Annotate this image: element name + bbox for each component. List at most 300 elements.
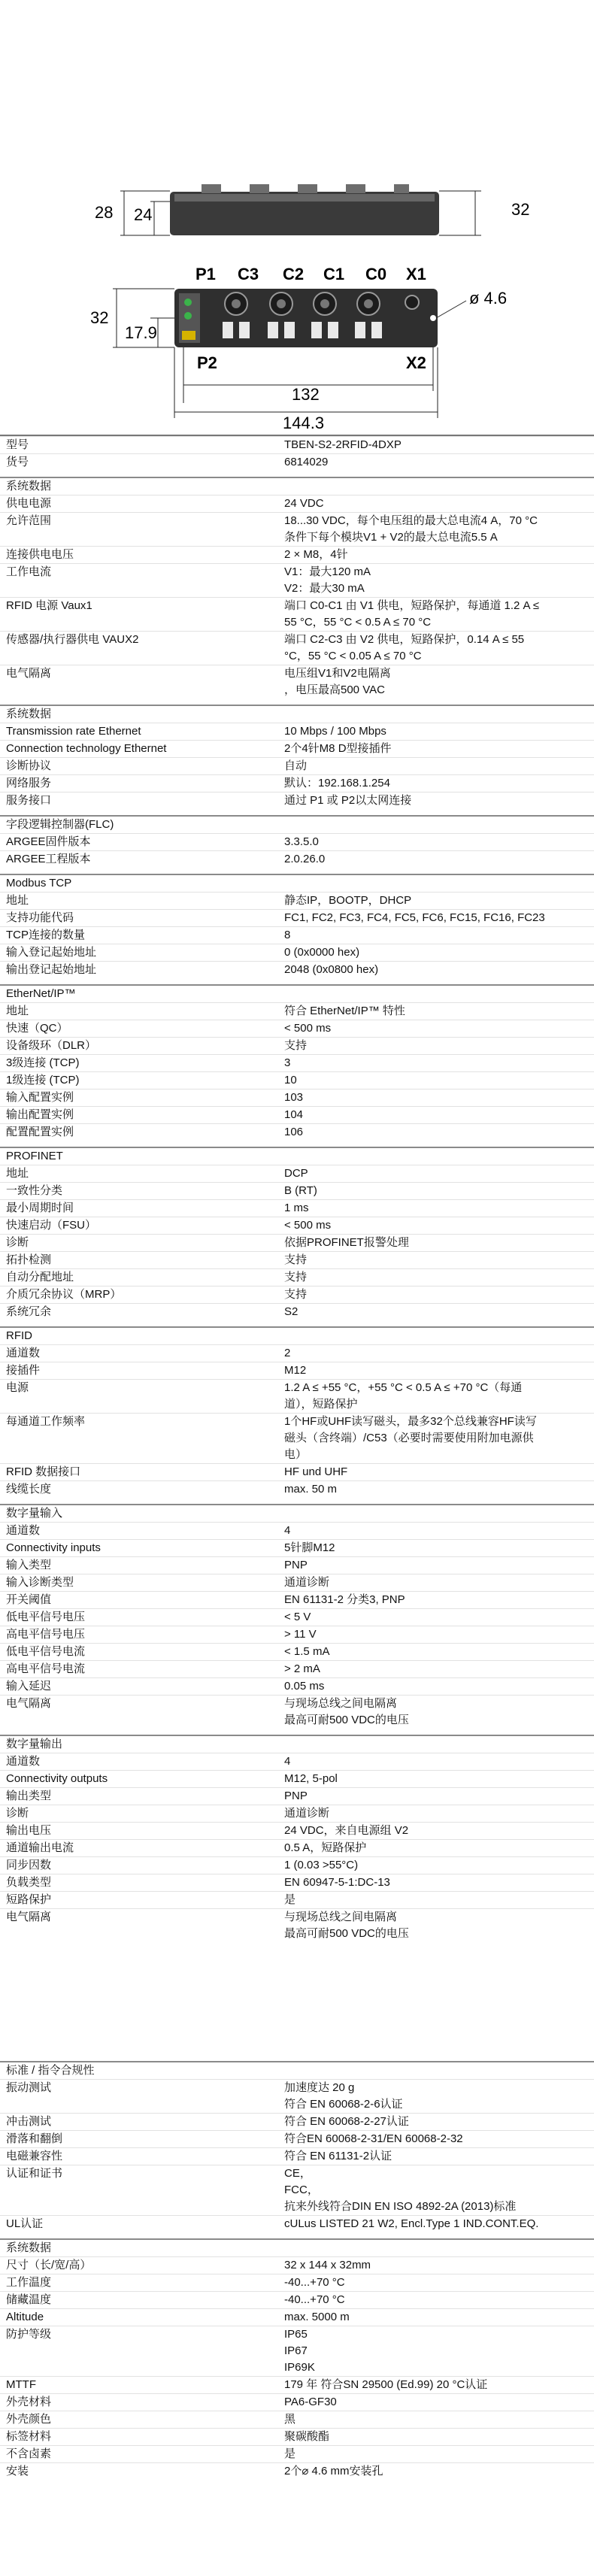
spec-row: [0, 2274, 594, 2291]
spec-value: [284, 1753, 594, 1770]
spec-value: [284, 1055, 594, 1071]
spec-row: [0, 892, 594, 909]
spec-value: [284, 1696, 594, 1729]
spec-value-line: HF und UHF: [284, 1465, 348, 1478]
spec-value: [284, 1362, 594, 1379]
blank-gap: [0, 1942, 594, 2055]
spec-value: [284, 1183, 594, 1199]
spec-value-line: 支持: [284, 1039, 308, 1052]
spec-row: [0, 1234, 594, 1251]
spec-value-line: IP67: [284, 2344, 308, 2357]
spec-value-line: 符合EN 60068-2-31/EN 60068-2-32: [284, 2132, 463, 2145]
spec-row: [0, 1251, 594, 1268]
spec-label: 输入类型: [6, 1559, 52, 1571]
spec-value-line: 1.2 A ≤ +55 °C，+55 °C < 0.5 A ≤ +70 °C（每通: [284, 1381, 523, 1394]
spec-label: 滑落和翻倒: [6, 2132, 63, 2145]
spec-value: [284, 2377, 594, 2393]
port-label-c1: C1: [323, 265, 345, 283]
spec-label: 输入登记起始地址: [6, 946, 97, 959]
spec-value: [284, 2114, 594, 2130]
spec-value: [284, 1464, 594, 1480]
spec-label: RFID 数据接口: [6, 1465, 81, 1478]
section-title: RFID: [6, 1329, 32, 1342]
spec-value-line: 104: [284, 1108, 304, 1121]
spec-row: [0, 453, 594, 471]
spec-row: [0, 1805, 594, 1822]
spec-value-line: EN 60947-5-1:DC-13: [284, 1876, 390, 1889]
spec-value-line: FCC，: [284, 2184, 319, 2196]
spec-value: [284, 2216, 594, 2232]
spec-value-line: 103: [284, 1091, 304, 1104]
spec-value-line: 1 ms: [284, 1202, 309, 1214]
section-title: 数字量输出: [6, 1738, 63, 1750]
port-label-x2: X2: [406, 353, 426, 372]
spec-row: [0, 1303, 594, 1320]
spec-label: 电源: [6, 1381, 29, 1394]
spec-label: 输入延迟: [6, 1680, 52, 1693]
spec-value-line: 通道诊断: [284, 1576, 330, 1589]
spec-value: [284, 598, 594, 631]
spec-value: [284, 1788, 594, 1805]
spec-label: 设备级环（DLR）: [6, 1039, 97, 1052]
section-title: EtherNet/IP™: [6, 987, 76, 1000]
spec-label: 诊断: [6, 1807, 29, 1820]
spec-value: [284, 1252, 594, 1268]
spec-value-line: 0.05 ms: [284, 1680, 325, 1693]
spec-row: [0, 1822, 594, 1839]
spec-section: [0, 1735, 594, 1942]
spec-row: [0, 2462, 594, 2480]
spec-value-line: 支持: [284, 1288, 308, 1301]
spec-label: 3级连接 (TCP): [6, 1056, 80, 1069]
spec-label: ARGEE固件版本: [6, 835, 91, 848]
spec-section: [0, 2061, 594, 2232]
spec-row: [0, 1286, 594, 1303]
spec-value-line: 1个HF或UHF读写磁头，最多32个总线兼容HF读写: [284, 1415, 537, 1428]
spec-row: [0, 1106, 594, 1123]
spec-label: 快速启动（FSU）: [6, 1219, 97, 1232]
spec-value: [284, 1200, 594, 1217]
spec-value-line: > 11 V: [284, 1628, 317, 1641]
spec-label: 外壳材料: [6, 2396, 52, 2408]
spec-value: [284, 1380, 594, 1413]
spec-label: 储藏温度: [6, 2293, 52, 2306]
dim-top-right: 32: [511, 200, 530, 219]
spec-value: [284, 1892, 594, 1908]
spec-row: [0, 1839, 594, 1856]
spec-value-line: 2: [284, 1347, 291, 1359]
spec-row: [0, 563, 594, 597]
spec-label: 自动分配地址: [6, 1271, 74, 1283]
spec-value-line: 0 (0x0000 hex): [284, 946, 360, 959]
spec-row: [0, 597, 594, 631]
spec-value: [284, 1003, 594, 1020]
spec-value-line: 支持: [284, 1253, 308, 1266]
section-title: 标准 / 指令合规性: [6, 2064, 95, 2077]
spec-value: [284, 454, 594, 471]
spec-value: [284, 665, 594, 699]
spec-row: [0, 495, 594, 512]
spec-label: 系统冗余: [6, 1305, 52, 1318]
spec-label: 通道数: [6, 1755, 41, 1768]
spec-value: [284, 1235, 594, 1251]
spec-row: [0, 1362, 594, 1379]
spec-row: [0, 1199, 594, 1217]
spec-row: [0, 1608, 594, 1626]
spec-value: [284, 2326, 594, 2376]
spec-value-line: 2个4针M8 D型接插件: [284, 742, 392, 755]
spec-value: [284, 1124, 594, 1141]
spec-value: [284, 1217, 594, 1234]
spec-row: [0, 1037, 594, 1054]
spec-value-line: 符合 EtherNet/IP™ 特性: [284, 1005, 405, 1017]
spec-label: 地址: [6, 894, 29, 907]
spec-value: [284, 1038, 594, 1054]
spec-value: [284, 2257, 594, 2274]
spec-label: 诊断: [6, 1236, 29, 1249]
spec-value-line: °C，55 °C < 0.05 A ≤ 70 °C: [284, 650, 422, 662]
spec-value: [284, 775, 594, 792]
dim-width-total: 144.3: [283, 414, 325, 432]
spec-value-line: 10: [284, 1074, 297, 1086]
spec-value-line: PA6-GF30: [284, 2396, 337, 2408]
spec-label: 供电电源: [6, 497, 52, 510]
dim-top-inner: 24: [134, 205, 153, 224]
spec-value-line: S2: [284, 1305, 299, 1318]
spec-section: [0, 435, 594, 471]
spec-value-line: 4: [284, 1524, 291, 1537]
spec-section: [0, 815, 594, 868]
spec-value: [284, 1165, 594, 1182]
spec-row: [0, 1643, 594, 1660]
spec-value-line: 聚碳酸酯: [284, 2430, 330, 2443]
spec-row: [0, 2291, 594, 2308]
device-top-view: [120, 184, 481, 235]
spec-value-line: < 5 V: [284, 1611, 311, 1623]
spec-label: 输入诊断类型: [6, 1576, 74, 1589]
spec-label: 诊断协议: [6, 759, 52, 772]
spec-row: [0, 1574, 594, 1591]
spec-label: 输出类型: [6, 1790, 52, 1802]
spec-value: [284, 927, 594, 944]
spec-row: [0, 1413, 594, 1463]
spec-label: 1级连接 (TCP): [6, 1074, 80, 1086]
spec-value-line: 55 °C，55 °C < 0.5 A ≤ 70 °C: [284, 616, 432, 629]
section-title: 系统数据: [6, 708, 52, 720]
spec-value-line: 是: [284, 2447, 296, 2460]
spec-section: [0, 984, 594, 1141]
section-title: 数字量输入: [6, 1507, 63, 1520]
spec-value-line: 依据PROFINET报警处理: [284, 1236, 409, 1249]
spec-value-line: 179 年 符合SN 29500 (Ed.99) 20 °C认证: [284, 2378, 488, 2391]
spec-label: 不含卤素: [6, 2447, 52, 2460]
spec-value-line: 支持: [284, 1271, 308, 1283]
spec-label: 最小周期时间: [6, 1202, 74, 1214]
spec-value: [284, 1345, 594, 1362]
spec-label: 标签材料: [6, 2430, 52, 2443]
spec-value: [284, 2411, 594, 2428]
spec-value-line: 端口 C0-C1 由 V1 供电，短路保护，每通道 1.2 A ≤: [284, 599, 540, 612]
spec-label: RFID 电源 Vaux1: [6, 599, 92, 612]
spec-label: 尺寸（长/宽/高）: [6, 2259, 92, 2271]
spec-value: [284, 1609, 594, 1626]
spec-value-line: 与现场总线之间电隔离: [284, 1911, 398, 1923]
spec-section: [0, 874, 594, 978]
spec-value: [284, 1286, 594, 1303]
dim-width-inner: 132: [292, 385, 320, 404]
spec-value-line: V1：最大120 mA: [284, 565, 371, 578]
spec-label: 高电平信号电压: [6, 1628, 86, 1641]
spec-label: 服务接口: [6, 794, 52, 807]
spec-value-line: DCP: [284, 1167, 308, 1180]
spec-row: [0, 2445, 594, 2462]
section-title: 系统数据: [6, 2241, 52, 2254]
spec-label: 电气隔离: [6, 1911, 52, 1923]
spec-value-line: 24 VDC，来自电源组 V2: [284, 1824, 409, 1837]
spec-value: [284, 944, 594, 961]
dimension-drawing: [0, 0, 594, 436]
spec-value-line: 符合 EN 60068-2-6认证: [284, 2098, 403, 2111]
spec-value: [284, 437, 594, 453]
spec-label: 网络服务: [6, 777, 52, 789]
spec-value-line: 默认：192.168.1.254: [284, 777, 390, 789]
spec-value: [284, 2429, 594, 2445]
spec-row: [0, 2130, 594, 2147]
spec-row: [0, 1626, 594, 1643]
spec-label: Connection technology Ethernet: [6, 742, 167, 755]
spec-value: [284, 1269, 594, 1286]
spec-label: 介质冗余协议（MRP）: [6, 1288, 122, 1301]
spec-value-line: 符合 EN 60068-2-27认证: [284, 2115, 409, 2128]
spec-label: 输出登记起始地址: [6, 963, 97, 976]
spec-label: ARGEE工程版本: [6, 853, 91, 865]
spec-label: 允许范围: [6, 514, 52, 527]
spec-row: [0, 2165, 594, 2215]
spec-value-line: 自动: [284, 759, 308, 772]
spec-row: [0, 1182, 594, 1199]
spec-value: [284, 1909, 594, 1942]
spec-value: [284, 1805, 594, 1822]
spec-value: [284, 1523, 594, 1539]
spec-value-line: M12, 5-pol: [284, 1772, 338, 1785]
spec-value-line: FC1, FC2, FC3, FC4, FC5, FC6, FC15, FC16, FC23: [284, 911, 545, 924]
spec-value-line: 18...30 VDC，每个电压组的最大总电流4 A，70 °C: [284, 514, 538, 527]
spec-value-line: 106: [284, 1126, 304, 1138]
spec-label: 同步因数: [6, 1859, 52, 1871]
spec-value-line: 2.0.26.0: [284, 853, 326, 865]
spec-row: [0, 1165, 594, 1182]
spec-section: [0, 1504, 594, 1729]
spec-value: [284, 1592, 594, 1608]
spec-value-line: 电）: [284, 1448, 308, 1461]
spec-value-line: < 1.5 mA: [284, 1645, 330, 1658]
spec-value: [284, 496, 594, 512]
spec-value: [284, 910, 594, 926]
spec-label: 振动测试: [6, 2081, 52, 2094]
spec-label: 线缆长度: [6, 1483, 52, 1496]
spec-value-line: 3.3.5.0: [284, 835, 319, 848]
spec-label: Transmission rate Ethernet: [6, 725, 141, 738]
spec-value-line: 2 × M8，4针: [284, 548, 348, 561]
spec-value-line: 6814029: [284, 456, 329, 468]
spec-row: [0, 1268, 594, 1286]
spec-value: [284, 1540, 594, 1556]
port-label-c2: C2: [283, 265, 305, 283]
spec-value: [284, 2148, 594, 2165]
spec-value-line: 24 VDC: [284, 497, 324, 510]
spec-row: [0, 2393, 594, 2411]
spec-value-line: PNP: [284, 1790, 308, 1802]
spec-value: [284, 1072, 594, 1089]
spec-section: [0, 2238, 594, 2480]
spec-value-line: -40...+70 °C: [284, 2276, 345, 2289]
spec-value-line: ，电压最高500 VAC: [284, 683, 385, 696]
spec-value: [284, 1840, 594, 1856]
spec-label: 短路保护: [6, 1893, 52, 1906]
spec-value: [284, 741, 594, 757]
spec-label: Altitude: [6, 2311, 44, 2323]
spec-value-line: -40...+70 °C: [284, 2293, 345, 2306]
spec-value-line: IP69K: [284, 2361, 315, 2374]
spec-row: [0, 1480, 594, 1498]
spec-label: TCP连接的数量: [6, 929, 86, 941]
spec-row: [0, 2079, 594, 2113]
spec-label: 连接供电电压: [6, 548, 74, 561]
spec-value: [284, 851, 594, 868]
spec-row: [0, 1463, 594, 1480]
spec-label: UL认证: [6, 2217, 44, 2230]
spec-label: 地址: [6, 1167, 29, 1180]
spec-value-line: 8: [284, 929, 291, 941]
spec-value-line: 与现场总线之间电隔离: [284, 1697, 398, 1710]
spec-row: [0, 757, 594, 774]
spec-row: [0, 723, 594, 740]
spec-label: 外壳颜色: [6, 2413, 52, 2426]
spec-value-line: < 500 ms: [284, 1022, 332, 1035]
spec-row: [0, 2308, 594, 2326]
spec-value: [284, 1020, 594, 1037]
spec-label: 货号: [6, 456, 29, 468]
spec-value-line: 静态IP，BOOTP，DHCP: [284, 894, 412, 907]
spec-value-line: 2048 (0x0800 hex): [284, 963, 379, 976]
spec-value: [284, 1874, 594, 1891]
spec-row: [0, 1908, 594, 1942]
spec-row: [0, 2376, 594, 2393]
dim-top-height: 28: [95, 203, 114, 222]
spec-value-line: 是: [284, 1893, 296, 1906]
spec-value: [284, 2292, 594, 2308]
section-title: PROFINET: [6, 1150, 63, 1162]
spec-value-line: > 2 mA: [284, 1662, 320, 1675]
port-label-x1: X1: [406, 265, 426, 283]
spec-value: [284, 1089, 594, 1106]
spec-value-line: 加速度达 20 g: [284, 2081, 355, 2094]
spec-row: [0, 1660, 594, 1677]
spec-row: [0, 1071, 594, 1089]
spec-value-line: 通过 P1 或 P2以太网连接: [284, 794, 412, 807]
spec-row: [0, 740, 594, 757]
spec-value: [284, 1481, 594, 1498]
spec-value-line: 2个⌀ 4.6 mm安装孔: [284, 2465, 383, 2478]
spec-label: 支持功能代码: [6, 911, 74, 924]
spec-label: 冲击测试: [6, 2115, 52, 2128]
spec-label: 开关阈值: [6, 1593, 52, 1606]
spec-label: 认证和证书: [6, 2167, 63, 2180]
spec-label: 输出电压: [6, 1824, 52, 1837]
spec-row: [0, 1002, 594, 1020]
spec-value: [284, 1414, 594, 1463]
spec-value-line: CE，: [284, 2167, 311, 2180]
spec-value: [284, 1557, 594, 1574]
spec-value: [284, 2165, 594, 2215]
spec-value: [284, 2131, 594, 2147]
section-title: 字段逻辑控制器(FLC): [6, 818, 114, 831]
spec-label: 输入配置实例: [6, 1091, 74, 1104]
spec-row: [0, 1089, 594, 1106]
section-title: Modbus TCP: [6, 877, 72, 889]
spec-row: [0, 961, 594, 978]
spec-value: [284, 834, 594, 850]
spec-value: [284, 2274, 594, 2291]
dim-side-height: 32: [90, 308, 109, 327]
spec-value-line: TBEN-S2-2RFID-4DXP: [284, 438, 402, 451]
spec-label: 防护等级: [6, 2328, 52, 2341]
spec-value: [284, 1661, 594, 1677]
spec-label: 通道数: [6, 1347, 41, 1359]
spec-label: 高电平信号电流: [6, 1662, 86, 1675]
spec-row: [0, 1891, 594, 1908]
spec-value-line: 电压组V1和V2电隔离: [284, 667, 391, 680]
spec-label: 低电平信号电流: [6, 1645, 86, 1658]
spec-row: [0, 1556, 594, 1574]
spec-value-line: B (RT): [284, 1184, 317, 1197]
spec-value-line: 最高可耐500 VDC的电压: [284, 1714, 409, 1726]
spec-row: [0, 2215, 594, 2232]
spec-value-line: 10 Mbps / 100 Mbps: [284, 725, 386, 738]
spec-label: 电气隔离: [6, 667, 52, 680]
spec-label: 负载类型: [6, 1876, 52, 1889]
spec-label: 低电平信号电压: [6, 1611, 86, 1623]
spec-row: [0, 1217, 594, 1234]
spec-label: 接插件: [6, 1364, 41, 1377]
spec-label: MTTF: [6, 2378, 36, 2391]
spec-value-line: 符合 EN 61131-2认证: [284, 2150, 392, 2162]
spec-row: [0, 850, 594, 868]
spec-value: [284, 547, 594, 563]
spec-value-line: 抗来外线符合DIN EN ISO 4892-2A (2013)标准: [284, 2200, 517, 2213]
spec-value-line: 1 (0.03 >55°C): [284, 1859, 359, 1871]
spec-value-line: max. 5000 m: [284, 2311, 350, 2323]
port-label-p2: P2: [197, 353, 217, 372]
spec-value: [284, 1644, 594, 1660]
spec-value: [284, 1823, 594, 1839]
spec-value: [284, 962, 594, 978]
spec-table: [0, 435, 594, 2480]
spec-row: [0, 2326, 594, 2376]
spec-row: [0, 1379, 594, 1413]
spec-row: [0, 944, 594, 961]
spec-row: [0, 1123, 594, 1141]
port-label-c0: C0: [365, 265, 387, 283]
spec-value-line: cULus LISTED 21 W2, Encl.Type 1 IND.CONT.EQ.: [284, 2217, 539, 2230]
spec-label: 每通道工作频率: [6, 1415, 86, 1428]
spec-row: [0, 2113, 594, 2130]
spec-row: [0, 1874, 594, 1891]
spec-row: [0, 1677, 594, 1695]
spec-section: [0, 477, 594, 699]
spec-value-line: 端口 C2-C3 由 V2 供电，短路保护，0.14 A ≤ 55: [284, 633, 525, 646]
spec-row: [0, 631, 594, 665]
